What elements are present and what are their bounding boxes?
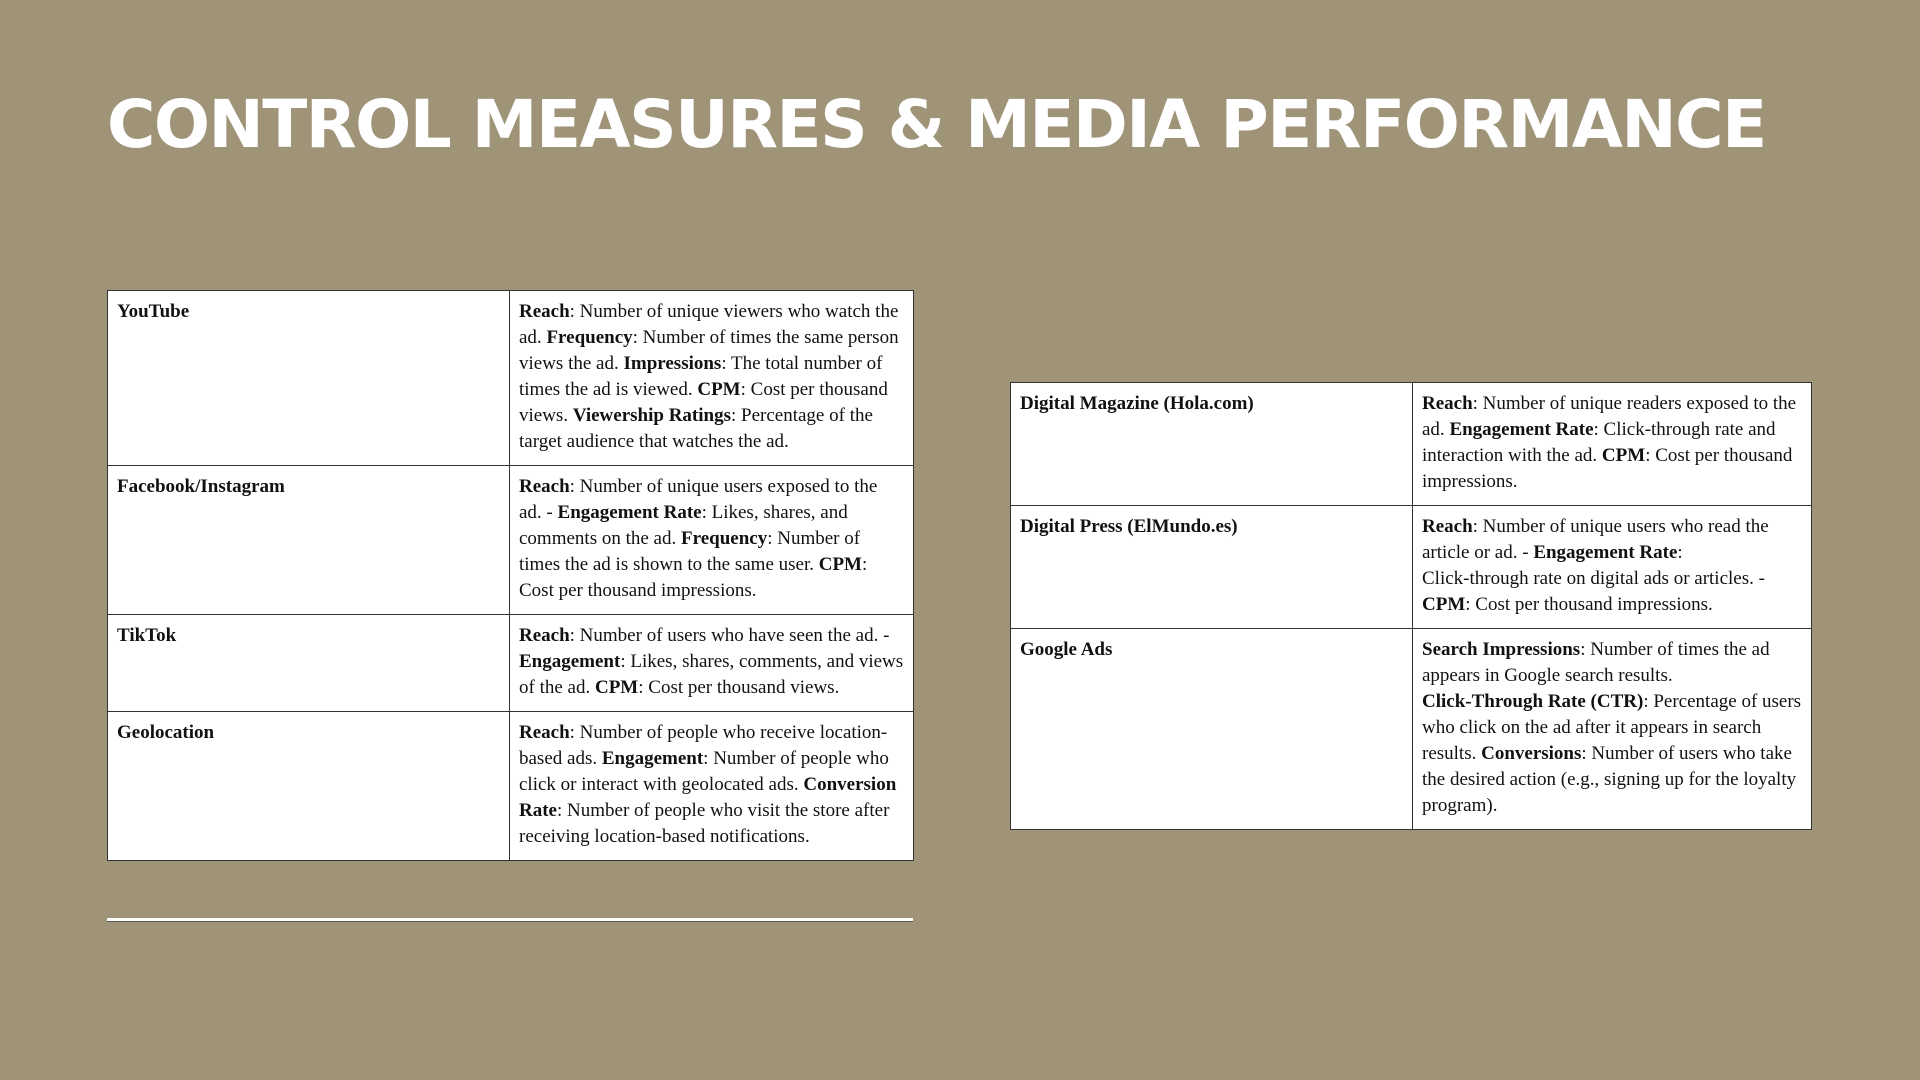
metrics-description-cell (1413, 629, 1812, 830)
channel-name-cell: Google Ads (1011, 629, 1413, 830)
metric-description: : Number of people who click or interact with geolocated ads. (519, 748, 889, 795)
metric-name: Reach (519, 722, 570, 743)
metric-description: : Number of users who have seen the ad. - (569, 625, 890, 646)
metrics-description-cell (510, 615, 914, 712)
left-metrics-table (107, 290, 914, 861)
metric-description: : Number of unique viewers who watch the ad. (519, 301, 899, 348)
metric-name: Engagement (519, 651, 621, 672)
metric-description: : Number of unique readers exposed to the ad. (1422, 393, 1797, 440)
metric-name: CPM (594, 677, 639, 698)
metrics-description-cell (510, 466, 914, 615)
metric-name: Reach (519, 625, 570, 646)
metric-name: CPM (1422, 594, 1466, 615)
metric-name: Reach (519, 476, 570, 497)
metric-description: : (1677, 542, 1683, 563)
table-row (108, 712, 914, 861)
metric-name: CPM (1601, 445, 1646, 466)
right-metrics-table (1010, 382, 1812, 830)
metric-name: Impressions (623, 353, 722, 374)
channel-name-cell: TikTok (108, 615, 510, 712)
metric-description: : Cost per thousand impressions. (1422, 445, 1793, 492)
metric-name: Engagement (601, 748, 704, 769)
channel-name-cell: Digital Magazine (Hola.com) (1011, 383, 1413, 506)
metric-name: CPM (818, 554, 862, 575)
metric-name: Conversions (1481, 743, 1582, 764)
metric-description: : The total number of times the ad is viewed. (519, 353, 883, 400)
metric-name: Engagement Rate (1533, 542, 1678, 563)
metric-name: Frequency (546, 327, 633, 348)
metric-description: : Percentage of users who click on the ad after it appears in search results. (1422, 691, 1802, 764)
table-row (108, 291, 914, 466)
metric-name: Reach (1422, 516, 1473, 537)
metric-description: : Number of unique users who read the article or ad. - (1422, 516, 1769, 563)
table-row (1011, 629, 1812, 830)
table-row (108, 615, 914, 712)
channel-name-cell: Facebook/Instagram (108, 466, 510, 615)
table-row (1011, 506, 1812, 629)
metric-name: Engagement Rate (557, 502, 702, 523)
metric-name: Conversion Rate (519, 774, 897, 821)
metric-name: Reach (1422, 393, 1473, 414)
metric-name: Click-Through Rate (CTR) (1422, 691, 1644, 712)
metric-description: : Cost per thousand views. (519, 379, 888, 426)
metric-description: : Number of unique users exposed to the ad. - (519, 476, 878, 523)
metric-name: Reach (519, 301, 570, 322)
metric-name: Search Impressions (1422, 639, 1581, 660)
metric-description: : Number of times the ad is shown to the same user. (519, 528, 861, 575)
metric-description: Click-through rate on digital ads or articles. - (1422, 568, 1765, 589)
metrics-description-cell (510, 291, 914, 466)
metric-name: CPM (697, 379, 741, 400)
metric-description: : Cost per thousand impressions. (519, 554, 868, 601)
metrics-description-cell (510, 712, 914, 861)
channel-name-cell: Geolocation (108, 712, 510, 861)
metric-description: : Number of people who receive location-based ads. (519, 722, 888, 769)
metric-description: : Number of users who take the desired action (e.g., signing up for the loyalty program). (1422, 743, 1797, 816)
metrics-description-cell (1413, 383, 1812, 506)
metric-name: Viewership Ratings (572, 405, 731, 426)
metric-description: : Percentage of the target audience that watches the ad. (519, 405, 873, 452)
metric-description: : Number of people who visit the store after receiving location-based notifications. (519, 800, 890, 847)
metric-description: : Cost per thousand views. (638, 677, 840, 698)
slide-title: CONTROL MEASURES & MEDIA PERFORMANCE (107, 86, 1766, 163)
table-bottom-border (107, 918, 913, 922)
table-row (108, 466, 914, 615)
channel-name-cell: YouTube (108, 291, 510, 466)
channel-name-cell: Digital Press (ElMundo.es) (1011, 506, 1413, 629)
metric-name: Engagement Rate (1449, 419, 1594, 440)
metric-description: : Likes, shares, and comments on the ad. (519, 502, 848, 549)
metric-description: : Cost per thousand impressions. (1465, 594, 1713, 615)
metric-name: Frequency (681, 528, 768, 549)
metric-description: : Click-through rate and interaction with the ad. (1422, 419, 1776, 466)
table-row (1011, 383, 1812, 506)
metric-description: : Number of times the same person views the ad. (519, 327, 899, 374)
metric-description: : Likes, shares, comments, and views of the ad. (519, 651, 904, 698)
metrics-description-cell (1413, 506, 1812, 629)
metric-description: : Number of times the ad appears in Google search results. (1422, 639, 1770, 686)
